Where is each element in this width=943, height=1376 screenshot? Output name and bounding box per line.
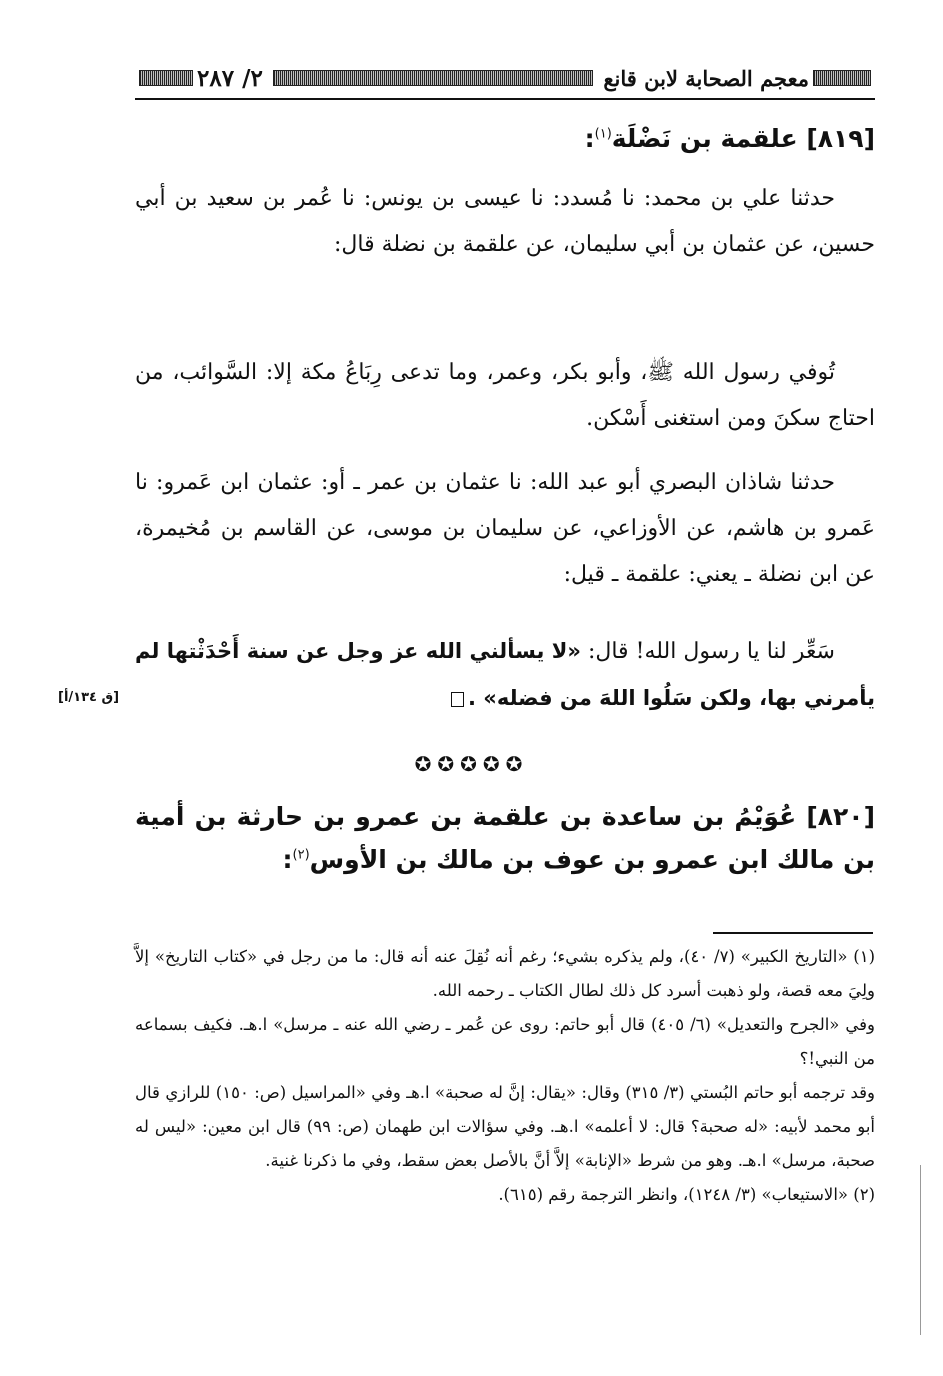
running-header <box>135 58 875 100</box>
footnote-2: (٢) «الاستيعاب» (٣/ ١٢٤٨)، وانظر الترجمة رقم (٦١٥). <box>498 1185 875 1204</box>
entry-819-title: [٨١٩] علقمة بن نَضْلَة <box>611 124 875 153</box>
entry-819-colon: : <box>584 124 595 153</box>
entry-819-matn-2 <box>135 628 875 722</box>
footnote-divider <box>713 932 873 934</box>
entry-819-matn-1: تُوفي رسول الله ﷺ، وأبو بكر، وعمر، وما تدعى رِبَاعُ مكة إلا: السَّوائب، من احتاج سكنَ ومن استغنى أَسْكن. <box>135 360 875 431</box>
header-ornament-left <box>139 70 193 86</box>
manuscript-folio-note: [ق ١٣٤/أ] <box>58 690 120 705</box>
end-of-entry-square-icon <box>451 692 464 707</box>
entry-819-heading <box>135 118 875 161</box>
scan-edge-line <box>920 1165 921 1335</box>
entry-819-isnad-1: حدثنا علي بن محمد: نا مُسدد: نا عيسى بن يونس: نا عُمر بن سعيد بن أبي حسين، عن عثمان بن أبي سليمان، عن علقمة بن نضلة قال: <box>135 186 875 257</box>
footnote-1-part-c: وقد ترجمه أبو حاتم البُستي (٣/ ٣١٥) وقال: «يقال: إنَّ له صحبة» ا.هـ وفي «المراسيل (ص: ١٥٠) للرازي قال أبو محمد لأبيه: «له صحبة؟ قال: لا أعلمه» ا.هـ. وفي سؤالات ابن طهمان (ص: ٩٩) قال ابن معين: «ليس له صحبة، مرسل» ا.هـ. وهو من شرط «الإنابة» إلاَّ أنَّ بالأصل بعض سقط، وفي ما ذكرنا غنية. <box>135 1083 876 1170</box>
footnote-1-part-b: وفي «الجرح والتعديل» (٦/ ٤٠٥) قال أبو حاتم: روى عن عُمر ـ رضي الله عنه ـ مرسل» ا.هـ. فكيف بسماعه من النبي!؟ <box>135 1015 875 1068</box>
book-title: معجم الصحابة لابن قانع <box>603 65 809 91</box>
hadith-text: «لا يسألني الله عز وجل عن سنة أَحْدَثْتها لم يأمرني بها، ولكن سَلُوا اللهَ من فضله» . <box>135 639 875 710</box>
header-ornament-middle <box>273 70 594 86</box>
footnote-1-part-a: (١) «التاريخ الكبير» (٧/ ٤٠)، ولم يذكره بشيء؛ رغم أنه نُقِلَ عنه أنه قال: ما من رجل في «كتاب التاريخ» إلاَّ ولِيَ معه قصة، ولو ذهبت أسرد كل ذلك لطال الكتاب ـ رحمه الله. <box>135 947 876 1000</box>
footnotes <box>135 940 875 1212</box>
footnote-ref-1: (١) <box>594 126 612 142</box>
page-number: ٢/ ٢٨٧ <box>197 64 263 92</box>
matn-2-intro: سَعِّر لنا يا رسول الله! قال: <box>587 639 835 664</box>
entry-819-isnad-2: حدثنا شاذان البصري أبو عبد الله: نا عثمان بن عمر ـ أو: عثمان ابن عَمرو: نا عَمرو بن هاشم، عن الأوزاعي، عن سليمان بن موسى، عن القاسم بن مُخيمرة، عن ابن نضلة ـ يعني: علقمة ـ قيل: <box>135 470 875 587</box>
entry-820-colon: : <box>282 844 293 874</box>
section-separator: ✪✪✪✪✪ <box>414 752 529 776</box>
entry-820-heading <box>135 796 875 881</box>
entry-820-title: [٨٢٠] عُوَيْمُ بن ساعدة بن علقمة بن عمرو بن حارثة بن أمية بن مالك ابن عمرو بن عوف بن مالك بن الأوس <box>135 802 875 874</box>
header-ornament-right <box>813 70 871 86</box>
footnote-ref-2: (٢) <box>292 847 310 863</box>
